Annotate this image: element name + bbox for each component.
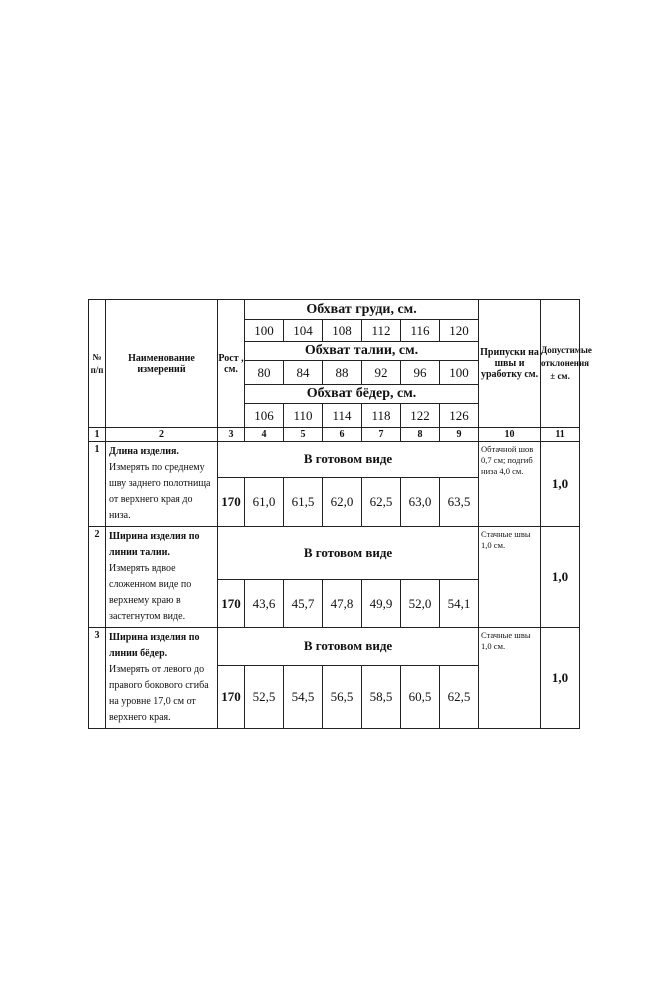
column-number: 6 bbox=[323, 428, 362, 442]
hips-size: 118 bbox=[362, 404, 401, 428]
row-index: 2 bbox=[89, 527, 106, 628]
allowance-note: Обтачной шов 0,7 см; подгиб низа 4,0 см. bbox=[479, 442, 541, 527]
header-height: Рост , см. bbox=[218, 300, 245, 428]
ready-label: В готовом виде bbox=[218, 442, 479, 478]
size-value: 52,5 bbox=[245, 665, 284, 728]
size-value: 61,0 bbox=[245, 477, 284, 526]
size-value: 54,5 bbox=[284, 665, 323, 728]
bust-size: 108 bbox=[323, 320, 362, 342]
tolerance-value: 1,0 bbox=[541, 442, 580, 527]
waist-size: 96 bbox=[401, 361, 440, 385]
row-title: Ширина изделия по линии талии. bbox=[109, 531, 200, 558]
size-value: 43,6 bbox=[245, 580, 284, 628]
size-value: 45,7 bbox=[284, 580, 323, 628]
row-title: Ширина изделия по линии бёдер. bbox=[109, 632, 200, 659]
size-value: 58,5 bbox=[362, 665, 401, 728]
column-number: 3 bbox=[218, 428, 245, 442]
bust-size: 116 bbox=[401, 320, 440, 342]
bust-size: 100 bbox=[245, 320, 284, 342]
size-value: 52,0 bbox=[401, 580, 440, 628]
size-value: 54,1 bbox=[440, 580, 479, 628]
header-allowance: Припуски на швы и уработку см. bbox=[479, 300, 541, 428]
size-value: 62,0 bbox=[323, 477, 362, 526]
tolerance-value: 1,0 bbox=[541, 628, 580, 729]
size-value: 56,5 bbox=[323, 665, 362, 728]
size-value: 62,5 bbox=[362, 477, 401, 526]
size-value: 61,5 bbox=[284, 477, 323, 526]
row-description: Измерять от левого до правого бокового сгиба на уровне 17,0 см от верхнего края. bbox=[109, 664, 209, 723]
waist-size: 88 bbox=[323, 361, 362, 385]
table-row bbox=[89, 527, 580, 580]
row-name bbox=[106, 527, 218, 628]
height-value: 170 bbox=[218, 580, 245, 628]
waist-size: 80 bbox=[245, 361, 284, 385]
header-hips: Обхват бёдер, см. bbox=[245, 385, 479, 404]
table-row bbox=[89, 442, 580, 478]
waist-size: 84 bbox=[284, 361, 323, 385]
height-value: 170 bbox=[218, 477, 245, 526]
row-name bbox=[106, 628, 218, 729]
column-number: 9 bbox=[440, 428, 479, 442]
hips-size: 122 bbox=[401, 404, 440, 428]
column-number: 1 bbox=[89, 428, 106, 442]
size-value: 63,5 bbox=[440, 477, 479, 526]
hips-size: 114 bbox=[323, 404, 362, 428]
measurement-table bbox=[88, 299, 592, 729]
header-name: Наименование измерений bbox=[106, 300, 218, 428]
bust-size: 112 bbox=[362, 320, 401, 342]
column-number: 2 bbox=[106, 428, 218, 442]
bust-size: 120 bbox=[440, 320, 479, 342]
ready-label: В готовом виде bbox=[218, 527, 479, 580]
column-number: 7 bbox=[362, 428, 401, 442]
row-description: Измерять вдвое сложенном виде по верхнему краю в застегнутом виде. bbox=[109, 563, 192, 622]
size-value: 47,8 bbox=[323, 580, 362, 628]
column-number: 11 bbox=[541, 428, 580, 442]
row-description: Измерять по среднему шву заднего полотнища от верхнего края до низа. bbox=[109, 462, 211, 521]
ready-label: В готовом виде bbox=[218, 628, 479, 666]
size-value: 62,5 bbox=[440, 665, 479, 728]
column-number: 8 bbox=[401, 428, 440, 442]
allowance-note: Стачные швы 1,0 см. bbox=[479, 527, 541, 628]
size-value: 63,0 bbox=[401, 477, 440, 526]
column-number: 5 bbox=[284, 428, 323, 442]
header-tolerance: Допустимые отклонения ± см. bbox=[541, 300, 580, 428]
row-name bbox=[106, 442, 218, 527]
header-no: № п/п bbox=[89, 300, 106, 428]
size-value: 60,5 bbox=[401, 665, 440, 728]
table-row bbox=[89, 628, 580, 666]
waist-size: 92 bbox=[362, 361, 401, 385]
column-number: 4 bbox=[245, 428, 284, 442]
waist-size: 100 bbox=[440, 361, 479, 385]
header-bust: Обхват груди, см. bbox=[245, 300, 479, 320]
row-index: 1 bbox=[89, 442, 106, 527]
size-value: 49,9 bbox=[362, 580, 401, 628]
hips-size: 106 bbox=[245, 404, 284, 428]
hips-size: 126 bbox=[440, 404, 479, 428]
column-number: 10 bbox=[479, 428, 541, 442]
row-index: 3 bbox=[89, 628, 106, 729]
header-waist: Обхват талии, см. bbox=[245, 342, 479, 361]
allowance-note: Стачные швы 1,0 см. bbox=[479, 628, 541, 729]
height-value: 170 bbox=[218, 665, 245, 728]
row-title: Длина изделия. bbox=[109, 446, 179, 457]
bust-size: 104 bbox=[284, 320, 323, 342]
hips-size: 110 bbox=[284, 404, 323, 428]
tolerance-value: 1,0 bbox=[541, 527, 580, 628]
